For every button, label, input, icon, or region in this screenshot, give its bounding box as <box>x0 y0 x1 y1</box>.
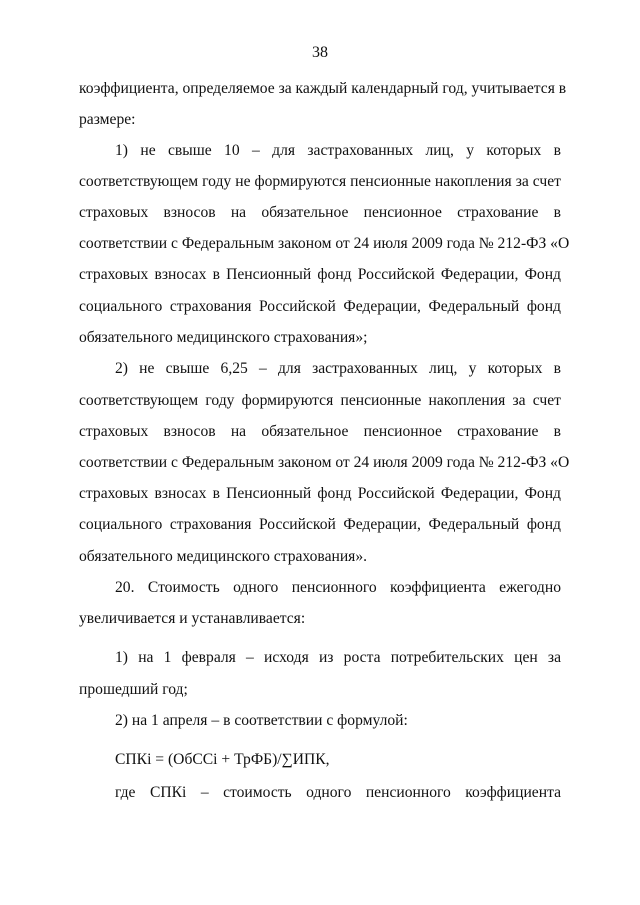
text-line: социального страхования Российской Федерации, Федеральный фонд <box>79 516 561 533</box>
text-line: 20. Стоимость одного пенсионного коэффициента ежегодно <box>115 579 561 596</box>
text-line: соответствии с Федеральным законом от 24 июля 2009 года № 212-ФЗ «О <box>79 235 570 252</box>
text-line: соответствующем году не формируются пенсионные накопления за счет <box>79 173 561 190</box>
text-line: обязательного медицинского страхования»; <box>79 329 368 346</box>
text-line: коэффициента, определяемое за каждый календарный год, учитывается в <box>79 80 567 97</box>
text-line: прошедший год; <box>79 681 188 698</box>
text-line: соответствии с Федеральным законом от 24 июля 2009 года № 212-ФЗ «О <box>79 454 570 471</box>
text-line: 1) не свыше 10 – для застрахованных лиц, у которых в <box>115 142 561 159</box>
text-line: размере: <box>79 111 136 128</box>
text-line: страховых взносов на обязательное пенсионное страхование в <box>79 204 561 221</box>
text-line: где СПКi – стоимость одного пенсионного коэффициента <box>115 784 561 801</box>
text-line: 1) на 1 февраля – исходя из роста потребительских цен за <box>115 649 561 666</box>
text-line: СПКi = (ОбССi + ТрФБ)/∑ИПК, <box>115 751 330 768</box>
text-line: соответствующем году формируются пенсионные накопления за счет <box>79 392 561 409</box>
text-line: 2) не свыше 6,25 – для застрахованных лиц, у которых в <box>115 360 561 377</box>
text-line: страховых взносов на обязательное пенсионное страхование в <box>79 423 561 440</box>
text-line: 2) на 1 апреля – в соответствии с формулой: <box>115 712 408 729</box>
text-line: обязательного медицинского страхования». <box>79 548 368 565</box>
text-line: социального страхования Российской Федерации, Федеральный фонд <box>79 298 561 315</box>
page-number: 38 <box>312 44 328 61</box>
text-line: увеличивается и устанавливается: <box>79 610 306 627</box>
text-line: страховых взносах в Пенсионный фонд Российской Федерации, Фонд <box>79 266 561 283</box>
text-line: страховых взносах в Пенсионный фонд Российской Федерации, Фонд <box>79 485 561 502</box>
